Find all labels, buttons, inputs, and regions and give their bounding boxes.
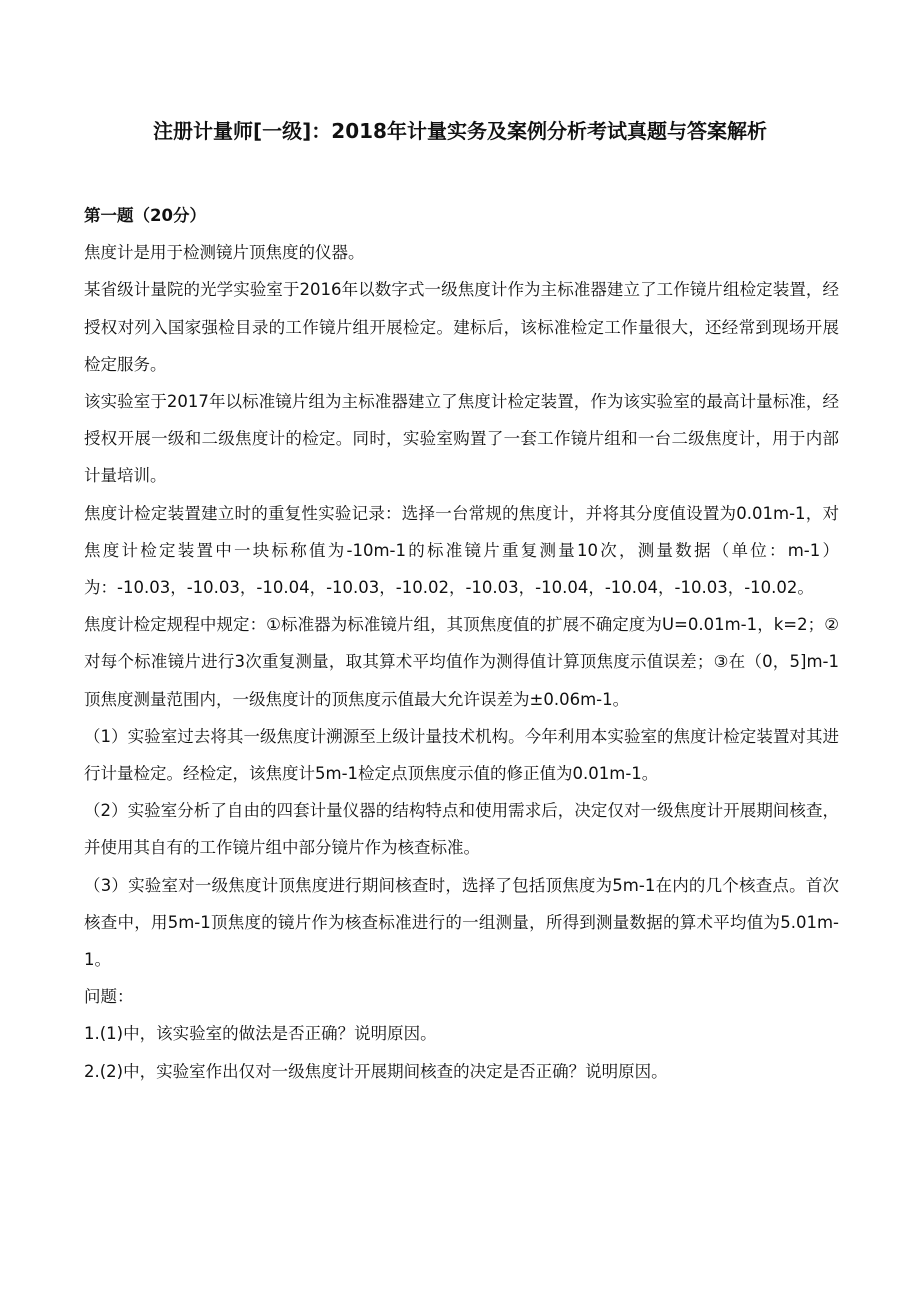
- document-body: [84, 197, 839, 1090]
- question-1: 1.(1)中，该实验室的做法是否正确？说明原因。: [84, 1024, 437, 1044]
- paragraph-item-2: （2）实验室分析了自由的四套计量仪器的结构特点和使用需求后，决定仅对一级焦度计开展期间核查，并使用其自有的工作镜片组中部分镜片作为核查标准。: [84, 801, 839, 858]
- paragraph-repeatability-record: 焦度计检定装置建立时的重复性实验记录：选择一台常规的焦度计，并将其分度值设置为0.01m-1，对焦度计检定装置中一块标称值为-10m-1的标准镜片重复测量10次，测量数据（单位：m-1）为：-10.03，-10.03，-10.04，-10.03，-10.02，-10.03，-10.04，-10.04，-10.03，-10.02。: [84, 503, 839, 598]
- questions-label: 问题：: [84, 987, 134, 1007]
- paragraph-item-3: （3）实验室对一级焦度计顶焦度进行期间核查时，选择了包括顶焦度为5m-1在内的几个核查点。首次核查中，用5m-1顶焦度的镜片作为核查标准进行的一组测量，所得到测量数据的算术平均值为5.01m-1。: [84, 875, 839, 970]
- question-2: 2.(2)中，实验室作出仅对一级焦度计开展期间核查的决定是否正确？说明原因。: [84, 1061, 668, 1081]
- paragraph-intro: 焦度计是用于检测镜片顶焦度的仪器。: [84, 243, 365, 263]
- document-title: 注册计量师[一级]：2018年计量实务及案例分析考试真题与答案解析: [153, 119, 767, 143]
- paragraph-lab-2016: 某省级计量院的光学实验室于2016年以数字式一级焦度计作为主标准器建立了工作镜片组检定装置，经授权对列入国家强检目录的工作镜片组开展检定。建标后，该标准检定工作量很大，还经常到现场开展检定服务。: [84, 280, 839, 374]
- section-heading: 第一题（20分）: [84, 206, 206, 225]
- paragraph-regulation: 焦度计检定规程中规定：①标准器为标准镜片组，其顶焦度值的扩展不确定度为U=0.01m-1，k=2；②对每个标准镜片进行3次重复测量，取其算术平均值作为测得值计算顶焦度示值误差；③在（0，5]m-1顶焦度测量范围内，一级焦度计的顶焦度示值最大允许误差为±0.06m-1。: [84, 615, 839, 709]
- paragraph-lab-2017: 该实验室于2017年以标准镜片组为主标准器建立了焦度计检定装置，作为该实验室的最高计量标准，经授权开展一级和二级焦度计的检定。同时，实验室购置了一套工作镜片组和一台二级焦度计，用于内部计量培训。: [84, 392, 839, 486]
- paragraph-item-1: （1）实验室过去将其一级焦度计溯源至上级计量技术机构。今年利用本实验室的焦度计检定装置对其进行计量检定。经检定，该焦度计5m-1检定点顶焦度示值的修正值为0.01m-1。: [84, 726, 839, 784]
